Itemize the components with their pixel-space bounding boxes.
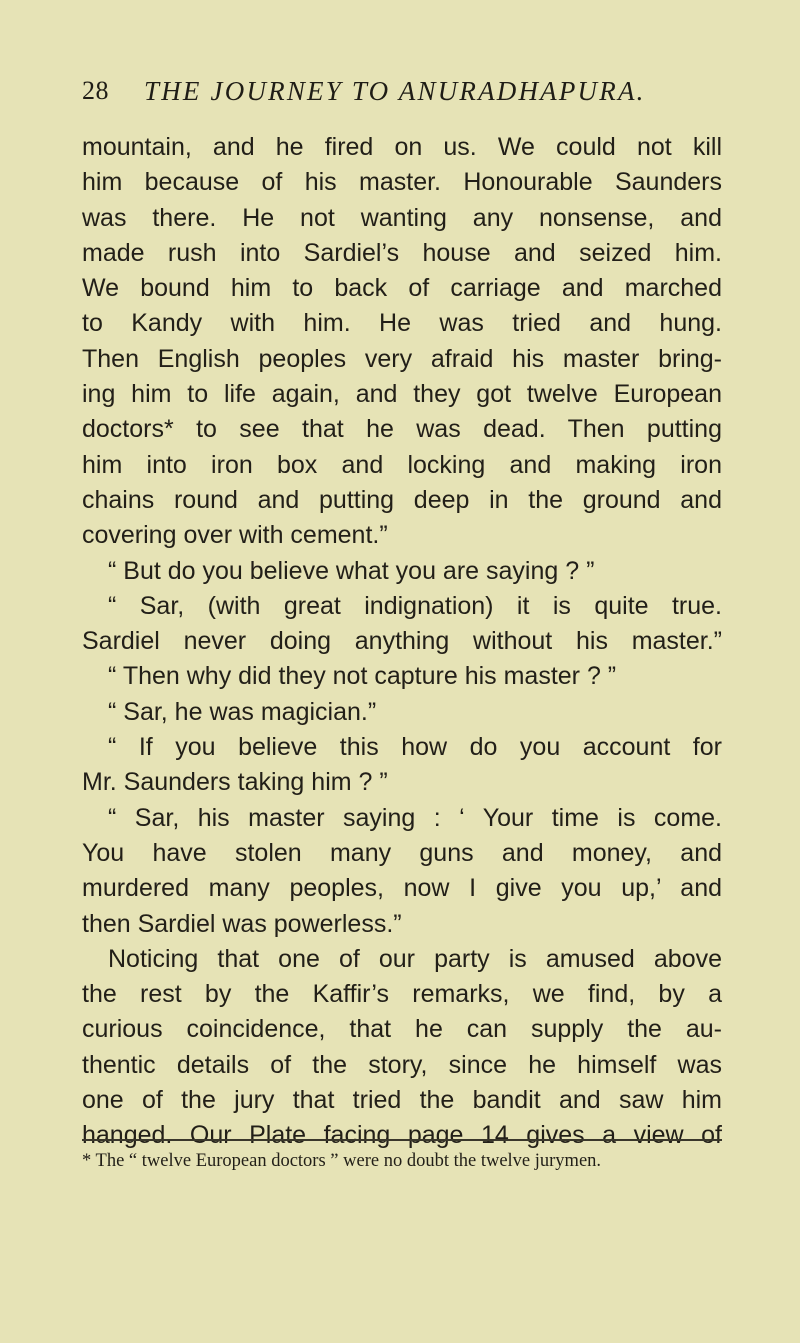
page-number: 28	[82, 76, 109, 105]
text-line: to Kandy with him. He was tried and hung.	[82, 309, 722, 338]
text-line: then Sardiel was powerless.”	[82, 909, 402, 938]
text-line: murdered many peoples, now I give you up,’ and	[82, 874, 722, 903]
text-line: “ Then why did they not capture his master ? ”	[108, 662, 617, 691]
text-line: Then English peoples very afraid his master bring-	[82, 344, 722, 373]
text-line: Sardiel never doing anything without his master.”	[82, 627, 722, 656]
text-line: chains round and putting deep in the ground and	[82, 485, 722, 514]
text-line: hanged. Our Plate facing page 14 gives a view of	[82, 1121, 722, 1150]
text-line: You have stolen many guns and money, and	[82, 838, 722, 867]
text-line: “ If you believe this how do you account for	[108, 733, 722, 762]
text-line: Noticing that one of our party is amused above	[108, 944, 722, 973]
text-line: “ Sar, he was magician.”	[108, 697, 377, 726]
text-line: thentic details of the story, since he himself was	[82, 1050, 722, 1079]
footnote: * The “ twelve European doctors ” were no doubt the twelve jurymen.	[82, 1151, 602, 1171]
running-head: THE JOURNEY TO ANURADHAPURA.	[144, 76, 646, 106]
text-line: doctors* to see that he was dead. Then putting	[82, 415, 722, 444]
text-line: him into iron box and locking and making iron	[82, 450, 722, 479]
text-line: the rest by the Kaffir’s remarks, we find, by a	[82, 980, 722, 1009]
text-line: Mr. Saunders taking him ? ”	[82, 768, 388, 797]
text-line: one of the jury that tried the bandit and saw him	[82, 1086, 722, 1115]
text-line: “ Sar, (with great indignation) it is quite true.	[108, 591, 722, 620]
text-line: made rush into Sardiel’s house and seized him.	[82, 238, 722, 267]
text-line: “ Sar, his master saying : ‘ Your time is come.	[108, 803, 722, 832]
text-line: curious coincidence, that he can supply the au-	[82, 1015, 722, 1044]
text-line: mountain, and he fired on us. We could not kill	[82, 133, 722, 161]
footnote-rule	[82, 1139, 722, 1141]
text-line: “ But do you believe what you are saying ? ”	[108, 556, 595, 585]
text-line: ing him to life again, and they got twelve European	[82, 380, 722, 409]
body-text	[82, 130, 722, 1154]
text-line: covering over with cement.”	[82, 521, 388, 550]
text-line: was there. He not wanting any nonsense, and	[82, 203, 722, 232]
page-header	[82, 76, 722, 112]
text-line: We bound him to back of carriage and marched	[82, 274, 722, 303]
text-line: him because of his master. Honourable Saunders	[82, 168, 722, 197]
